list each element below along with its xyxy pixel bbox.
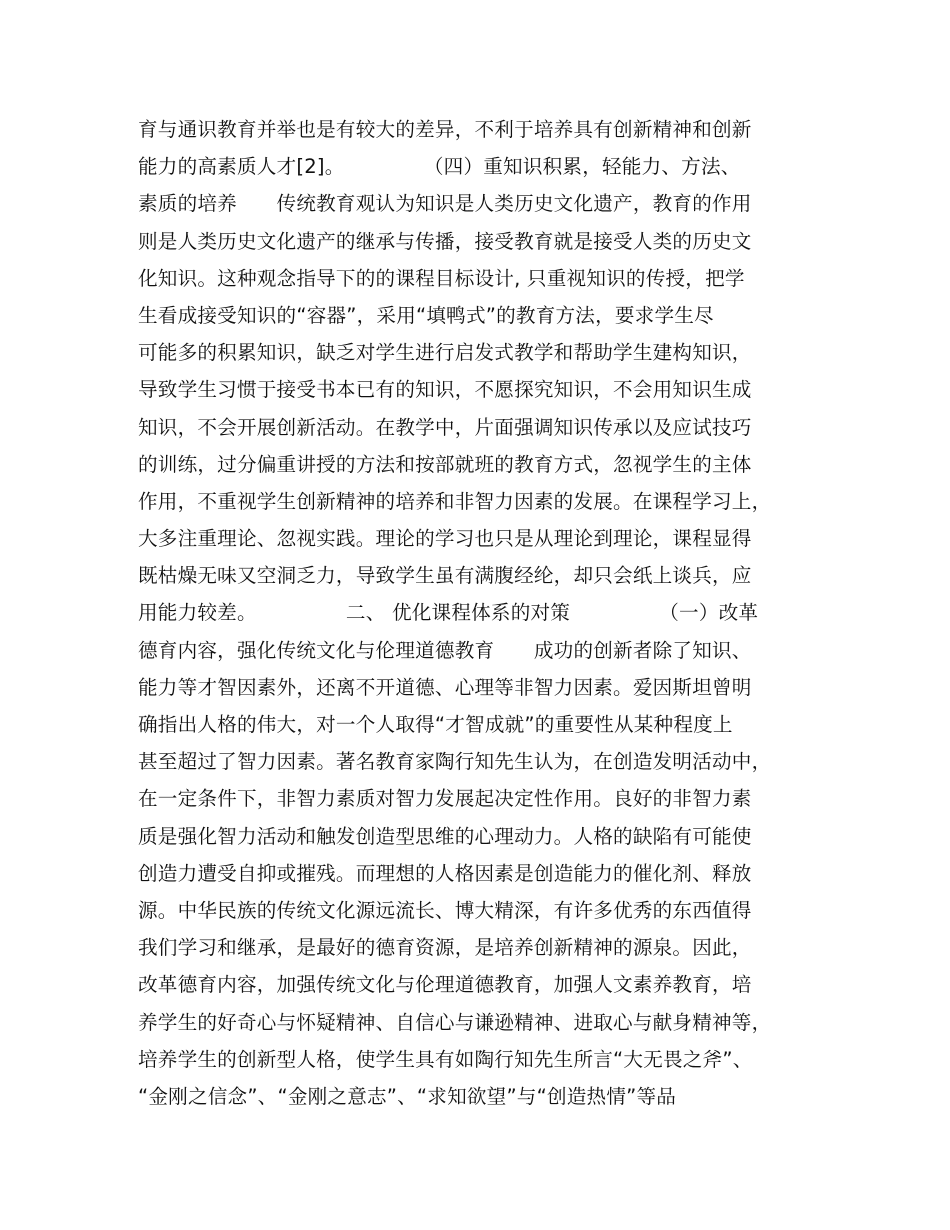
- text-line: 养学生的好奇心与怀疑精神、自信心与谦逊精神、进取心与献身精神等，: [138, 1010, 772, 1034]
- text-line: 知识，不会开展创新活动。在教学中，片面强调知识传承以及应试技巧: [138, 415, 752, 439]
- text-line: 生看成接受知识的“容器”，采用“填鸭式”的教育方法，要求学生尽: [138, 303, 714, 327]
- text-line: 化知识。这种观念指导下的的课程目标设计, 只重视知识的传授，把学: [138, 266, 745, 290]
- body-text: [138, 111, 838, 1115]
- text-line: 作用，不重视学生创新精神的培养和非智力因素的发展。在课程学习上，: [138, 489, 772, 513]
- text-line: 大多注重理论、忽视实践。理论的学习也只是从理论到理论，课程显得: [138, 527, 752, 551]
- text-line: 在一定条件下，非智力素质对智力发展起决定性作用。良好的非智力素: [138, 787, 752, 811]
- text-line: 育与通识教育并举也是有较大的差异，不利于培养具有创新精神和创新: [138, 118, 752, 141]
- text-line: 既枯燥无味又空洞乏力，导致学生虽有满腹经纶，却只会纸上谈兵，应: [138, 564, 752, 588]
- text-line: 可能多的积累知识，缺乏对学生进行启发式教学和帮助学生建构知识，: [138, 341, 752, 365]
- text-line: 能力等才智因素外，还离不开道德、心理等非智力因素。爱因斯坦曾明: [138, 675, 752, 699]
- text-line: 用能力较差。 二、 优化课程体系的对策 （一）改革: [138, 601, 759, 625]
- text-line: 创造力遭受自抑或摧残。而理想的人格因素是创造能力的催化剂、释放: [138, 861, 752, 885]
- text-line: 确指出人格的伟大，对一个人取得“才智成就”的重要性从某种程度上: [138, 713, 733, 736]
- text-line: 素质的培养 传统教育观认为知识是人类历史文化遗产，教育的作用: [138, 192, 752, 216]
- text-line: 能力的高素质人才[2]。 （四）重知识积累，轻能力、方法、: [138, 155, 741, 179]
- text-line: 改革德育内容，加强传统文化与伦理道德教育，加强人文素养教育，培: [138, 973, 752, 997]
- text-line: “金刚之信念”、“金刚之意志”、“求知欲望”与“创造热情”等品: [138, 1084, 677, 1108]
- text-line: 导致学生习惯于接受书本已有的知识，不愿探究知识，不会用知识生成: [138, 378, 752, 402]
- text-line: 则是人类历史文化遗产的继承与传播，接受教育就是接受人类的历史文: [138, 229, 752, 253]
- text-line: 培养学生的创新型人格，使学生具有如陶行知先生所言“大无畏之斧”、: [138, 1047, 753, 1071]
- text-line: 我们学习和继承，是最好的德育资源，是培养创新精神的源泉。因此，: [138, 936, 752, 960]
- text-line: 的训练，过分偏重讲授的方法和按部就班的教育方式，忽视学生的主体: [138, 452, 752, 476]
- text-line: 源。中华民族的传统文化源远流长、博大精深，有许多优秀的东西值得: [138, 898, 752, 922]
- text-line: 质是强化智力活动和触发创造型思维的心理动力。人格的缺陷有可能使: [138, 824, 752, 848]
- text-line: 德育内容，强化传统文化与伦理道德教育 成功的创新者除了知识、: [138, 638, 752, 662]
- text-line: 甚至超过了智力因素。著名教育家陶行知先生认为，在创造发明活动中，: [138, 750, 772, 774]
